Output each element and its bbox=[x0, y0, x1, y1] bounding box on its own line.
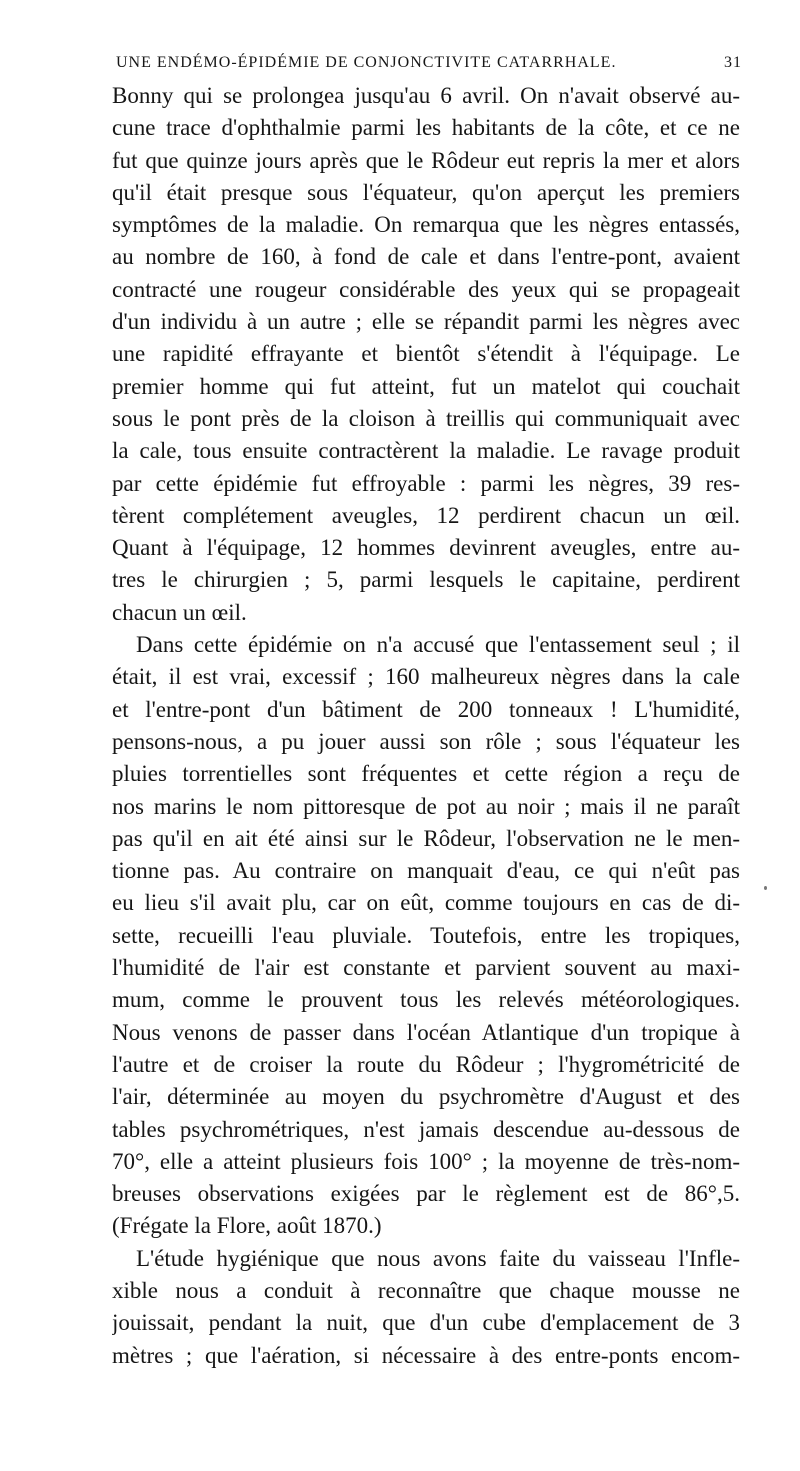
text-line: mètres ; que l'aération, si nécessaire à des entre-ponts encom- bbox=[112, 1342, 740, 1368]
text-line: sette, recueilli l'eau pluviale. Toutefois, entre les tropiques, bbox=[112, 922, 740, 948]
text-line: l'air, déterminée au moyen du psychromètre d'August et des bbox=[112, 1084, 740, 1110]
text-line: nos marins le nom pittoresque de pot au noir ; mais il ne paraît bbox=[112, 793, 740, 819]
text-line: Nous venons de passer dans l'océan Atlantique d'un tropique à bbox=[112, 1019, 740, 1045]
text-line: la cale, tous ensuite contractèrent la maladie. Le ravage produit bbox=[112, 438, 740, 464]
running-head-title: UNE ENDÉMO-ÉPIDÉMIE DE CONJONCTIVITE CATARRHALE. bbox=[116, 54, 617, 71]
text-line: tionne pas. Au contraire on manquait d'eau, ce qui n'eût pas bbox=[112, 858, 740, 884]
text-line: pensons-nous, a pu jouer aussi son rôle ; sous l'équateur les bbox=[112, 728, 740, 754]
text-line: fut que quinze jours après que le Rôdeur eut repris la mer et alors bbox=[112, 147, 740, 173]
text-line: l'autre et de croiser la route du Rôdeur ; l'hygrométricité de bbox=[112, 1051, 740, 1077]
body-text bbox=[112, 80, 740, 1372]
text-line: tables psychrométriques, n'est jamais descendue au-dessous de bbox=[112, 1116, 740, 1142]
text-line: 70°, elle a atteint plusieurs fois 100° ; la moyenne de très-nom- bbox=[112, 1148, 740, 1174]
text-line: Dans cette épidémie on n'a accusé que l'entassement seul ; il bbox=[136, 632, 740, 658]
text-line: contracté une rougeur considérable des yeux qui se propageait bbox=[112, 276, 740, 302]
text-line: l'humidité de l'air est constante et parvient souvent au maxi- bbox=[112, 955, 740, 981]
text-line: une rapidité effrayante et bientôt s'étendit à l'équipage. Le bbox=[112, 341, 740, 367]
text-line: qu'il était presque sous l'équateur, qu'on aperçut les premiers bbox=[112, 179, 740, 205]
text-line: chacun un œil. bbox=[112, 599, 247, 625]
paper-speck bbox=[764, 886, 767, 890]
text-line: L'étude hygiénique que nous avons faite du vaisseau l'Infle- bbox=[136, 1245, 740, 1271]
text-line: mum, comme le prouvent tous les relevés météorologiques. bbox=[112, 987, 740, 1013]
text-line: premier homme qui fut atteint, fut un matelot qui couchait bbox=[112, 373, 740, 399]
text-line: xible nous a conduit à reconnaître que chaque mousse ne bbox=[112, 1277, 740, 1303]
text-line: sous le pont près de la cloison à treillis qui communiquait avec bbox=[112, 405, 740, 431]
text-line: Bonny qui se prolongea jusqu'au 6 avril. On n'avait observé au- bbox=[112, 83, 740, 108]
text-line: par cette épidémie fut effroyable : parmi les nègres, 39 res- bbox=[112, 470, 740, 496]
text-line: et l'entre-pont d'un bâtiment de 200 tonneaux ! L'humidité, bbox=[112, 696, 740, 722]
text-line: tèrent complétement aveugles, 12 perdirent chacun un œil. bbox=[112, 502, 740, 528]
text-line: au nombre de 160, à fond de cale et dans l'entre-pont, avaient bbox=[112, 244, 740, 270]
text-line: eu lieu s'il avait plu, car on eût, comme toujours en cas de di- bbox=[112, 890, 740, 916]
text-line: symptômes de la maladie. On remarqua que les nègres entassés, bbox=[112, 212, 740, 238]
page-number: 31 bbox=[724, 54, 742, 71]
text-line: pas qu'il en ait été ainsi sur le Rôdeur, l'observation ne le men- bbox=[112, 825, 740, 851]
text-line: jouissait, pendant la nuit, que d'un cube d'emplacement de 3 bbox=[112, 1310, 740, 1336]
text-line: cune trace d'ophthalmie parmi les habitants de la côte, et ce ne bbox=[112, 115, 740, 141]
text-line: (Frégate la Flore, août 1870.) bbox=[112, 1213, 382, 1239]
text-line: était, il est vrai, excessif ; 160 malheureux nègres dans la cale bbox=[112, 664, 740, 690]
text-line: d'un individu à un autre ; elle se répandit parmi les nègres avec bbox=[112, 309, 740, 335]
running-head bbox=[116, 52, 742, 74]
text-line: tres le chirurgien ; 5, parmi lesquels le capitaine, perdirent bbox=[112, 567, 740, 593]
text-line: pluies torrentielles sont fréquentes et cette région a reçu de bbox=[112, 761, 740, 787]
text-line: Quant à l'équipage, 12 hommes devinrent aveugles, entre au- bbox=[112, 535, 740, 561]
text-line: breuses observations exigées par le règlement est de 86°,5. bbox=[112, 1181, 740, 1207]
